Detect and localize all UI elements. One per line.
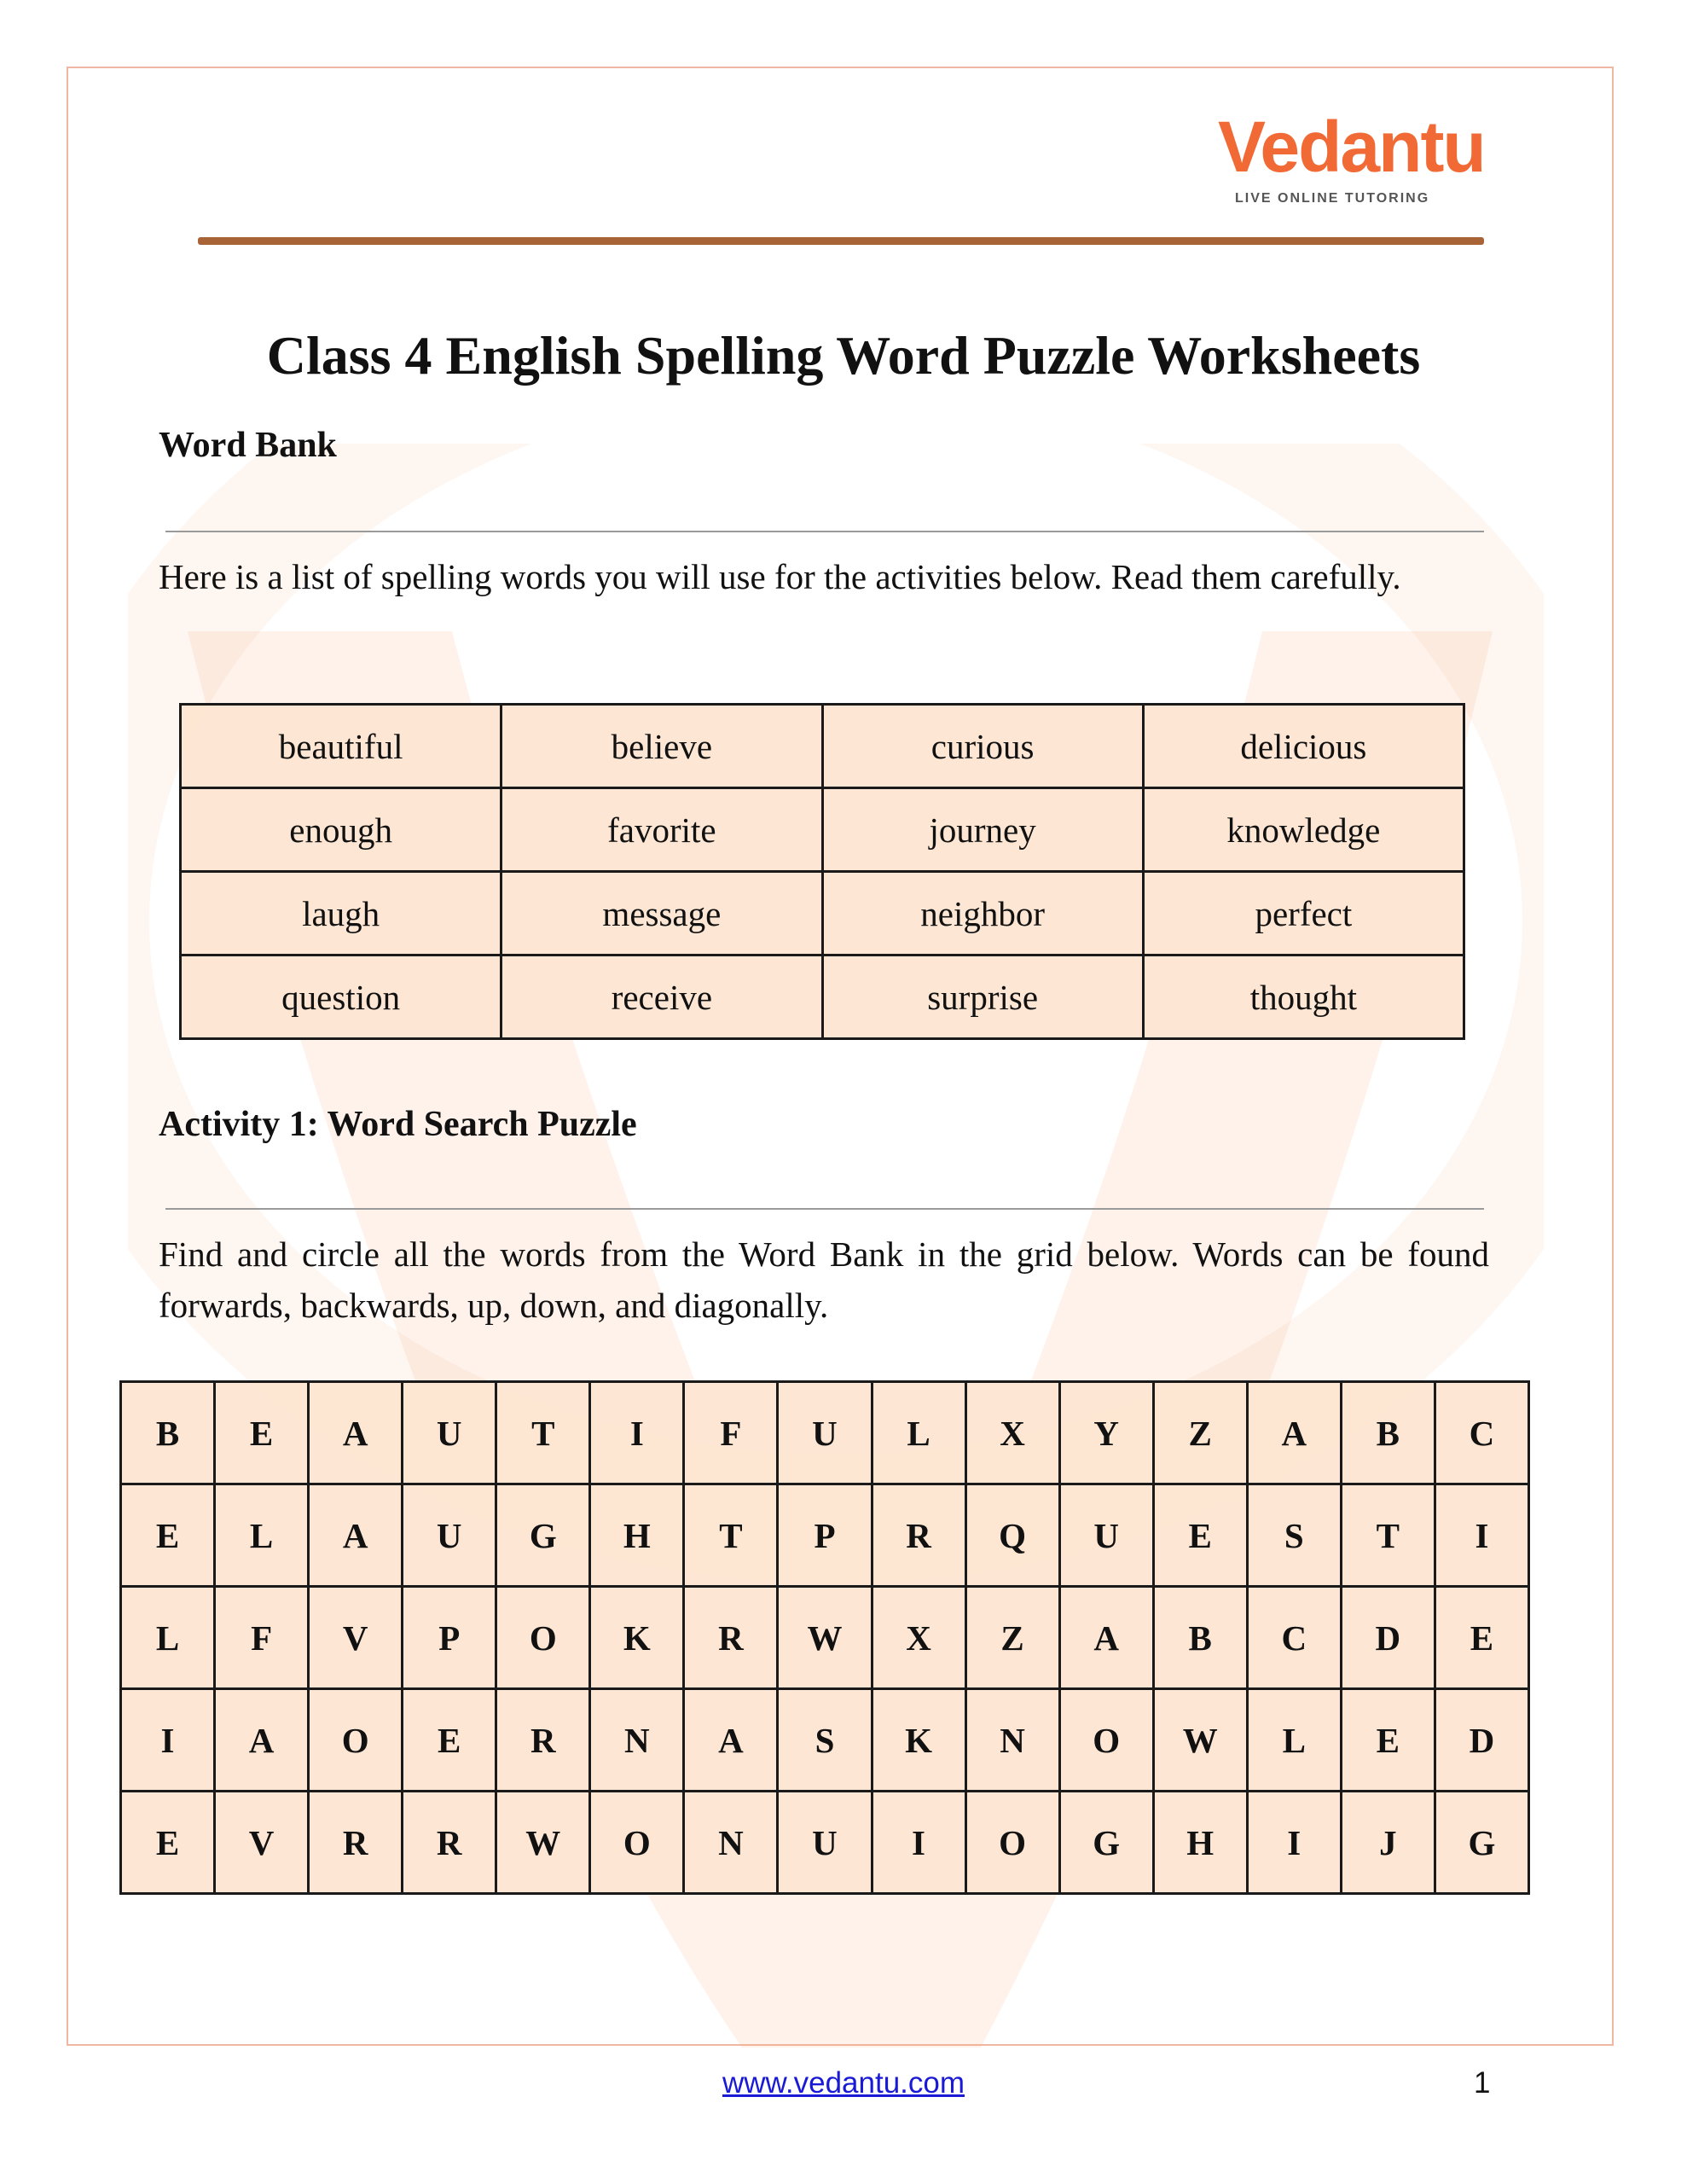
word-search-cell: S	[778, 1689, 872, 1792]
word-search-cell: O	[590, 1792, 684, 1894]
word-bank-cell: laugh	[181, 872, 501, 956]
word-bank-cell: believe	[501, 705, 822, 788]
word-bank-cell: neighbor	[822, 872, 1143, 956]
word-search-cell: T	[684, 1484, 778, 1587]
word-search-cell: U	[403, 1484, 496, 1587]
word-search-cell: K	[590, 1587, 684, 1689]
vedantu-logo	[1218, 107, 1485, 212]
word-search-cell: B	[121, 1382, 215, 1484]
word-search-cell: J	[1341, 1792, 1435, 1894]
word-search-cell: T	[496, 1382, 590, 1484]
word-search-cell: W	[496, 1792, 590, 1894]
word-search-cell: U	[403, 1382, 496, 1484]
word-search-cell: G	[1059, 1792, 1153, 1894]
word-search-cell: H	[1153, 1792, 1247, 1894]
word-search-cell: I	[590, 1382, 684, 1484]
word-search-cell: A	[1059, 1587, 1153, 1689]
word-search-grid	[119, 1380, 1530, 1895]
word-bank-intro: Here is a list of spelling words you will use for the activities below. Read them carefully.	[159, 557, 1401, 596]
word-bank-cell: message	[501, 872, 822, 956]
word-search-cell: B	[1153, 1587, 1247, 1689]
word-search-cell: E	[121, 1792, 215, 1894]
word-bank-cell: perfect	[1143, 872, 1464, 956]
word-search-row	[121, 1689, 1529, 1792]
word-search-cell: R	[309, 1792, 403, 1894]
word-search-cell: N	[684, 1792, 778, 1894]
word-search-cell: E	[121, 1484, 215, 1587]
word-search-cell: U	[778, 1792, 872, 1894]
word-search-cell: X	[965, 1382, 1059, 1484]
word-search-cell: B	[1341, 1382, 1435, 1484]
word-search-row	[121, 1792, 1529, 1894]
word-search-cell: I	[1435, 1484, 1528, 1587]
word-search-cell: X	[872, 1587, 965, 1689]
word-search-cell: V	[309, 1587, 403, 1689]
word-search-cell: A	[684, 1689, 778, 1792]
word-search-cell: S	[1247, 1484, 1341, 1587]
word-search-cell: H	[590, 1484, 684, 1587]
word-search-cell: L	[215, 1484, 309, 1587]
word-bank-cell: receive	[501, 956, 822, 1039]
word-bank-cell: curious	[822, 705, 1143, 788]
word-search-cell: I	[121, 1689, 215, 1792]
word-search-cell: L	[121, 1587, 215, 1689]
word-search-cell: Z	[1153, 1382, 1247, 1484]
word-search-cell: R	[496, 1689, 590, 1792]
logo-tagline: LIVE ONLINE TUTORING	[1235, 191, 1430, 206]
word-search-cell: R	[403, 1792, 496, 1894]
word-bank-row	[181, 788, 1464, 872]
word-bank-cell: favorite	[501, 788, 822, 872]
word-search-cell: C	[1247, 1587, 1341, 1689]
word-bank-cell: surprise	[822, 956, 1143, 1039]
word-search-cell: O	[496, 1587, 590, 1689]
word-search-cell: D	[1341, 1587, 1435, 1689]
footer-link-text[interactable]: www.vedantu.com	[722, 2066, 965, 2100]
logo-name: Vedantu	[1218, 107, 1485, 187]
word-search-cell: A	[309, 1382, 403, 1484]
word-search-cell: O	[965, 1792, 1059, 1894]
page-number: 1	[1474, 2066, 1491, 2100]
word-search-cell: O	[309, 1689, 403, 1792]
word-search-cell: W	[1153, 1689, 1247, 1792]
word-bank-rule	[165, 531, 1484, 532]
activity1-intro: Find and circle all the words from the Word Bank in the grid below. Words can be found forwards, backwards, up, down, and diagonally.	[159, 1234, 1489, 1325]
word-search-cell: Z	[965, 1587, 1059, 1689]
word-search-cell: R	[684, 1587, 778, 1689]
word-bank-cell: journey	[822, 788, 1143, 872]
word-search-cell: Y	[1059, 1382, 1153, 1484]
word-search-cell: E	[215, 1382, 309, 1484]
word-search-cell: W	[778, 1587, 872, 1689]
word-search-cell: E	[1435, 1587, 1528, 1689]
word-search-row	[121, 1382, 1529, 1484]
footer-link[interactable]	[0, 2066, 1687, 2100]
header-divider	[198, 237, 1484, 245]
word-search-cell: V	[215, 1792, 309, 1894]
word-search-cell: G	[1435, 1792, 1528, 1894]
word-search-cell: T	[1341, 1484, 1435, 1587]
word-search-cell: O	[1059, 1689, 1153, 1792]
word-bank-row	[181, 872, 1464, 956]
word-search-cell: P	[403, 1587, 496, 1689]
word-search-cell: P	[778, 1484, 872, 1587]
word-bank-row	[181, 705, 1464, 788]
word-search-cell: N	[590, 1689, 684, 1792]
word-bank-cell: question	[181, 956, 501, 1039]
word-search-cell: A	[215, 1689, 309, 1792]
word-bank-cell: beautiful	[181, 705, 501, 788]
word-search-cell: A	[1247, 1382, 1341, 1484]
word-search-cell: L	[872, 1382, 965, 1484]
word-search-cell: I	[872, 1792, 965, 1894]
word-bank-table	[179, 703, 1465, 1040]
word-search-cell: E	[403, 1689, 496, 1792]
word-search-cell: E	[1341, 1689, 1435, 1792]
word-bank-row	[181, 956, 1464, 1039]
word-bank-cell: enough	[181, 788, 501, 872]
word-search-cell: K	[872, 1689, 965, 1792]
word-bank-cell: thought	[1143, 956, 1464, 1039]
page-title: Class 4 English Spelling Word Puzzle Worksheets	[266, 325, 1421, 386]
word-search-cell: N	[965, 1689, 1059, 1792]
word-search-cell: C	[1435, 1382, 1528, 1484]
word-search-row	[121, 1587, 1529, 1689]
word-search-cell: U	[1059, 1484, 1153, 1587]
word-search-row	[121, 1484, 1529, 1587]
word-search-cell: R	[872, 1484, 965, 1587]
activity1-heading: Activity 1: Word Search Puzzle	[159, 1105, 637, 1144]
word-bank-cell: delicious	[1143, 705, 1464, 788]
word-search-cell: G	[496, 1484, 590, 1587]
word-search-cell: E	[1153, 1484, 1247, 1587]
word-search-cell: F	[684, 1382, 778, 1484]
word-search-cell: Q	[965, 1484, 1059, 1587]
word-search-cell: L	[1247, 1689, 1341, 1792]
word-search-cell: I	[1247, 1792, 1341, 1894]
word-search-cell: U	[778, 1382, 872, 1484]
word-bank-cell: knowledge	[1143, 788, 1464, 872]
word-search-cell: F	[215, 1587, 309, 1689]
word-search-cell: D	[1435, 1689, 1528, 1792]
word-bank-heading: Word Bank	[159, 426, 337, 465]
activity1-rule	[165, 1208, 1484, 1210]
word-search-cell: A	[309, 1484, 403, 1587]
